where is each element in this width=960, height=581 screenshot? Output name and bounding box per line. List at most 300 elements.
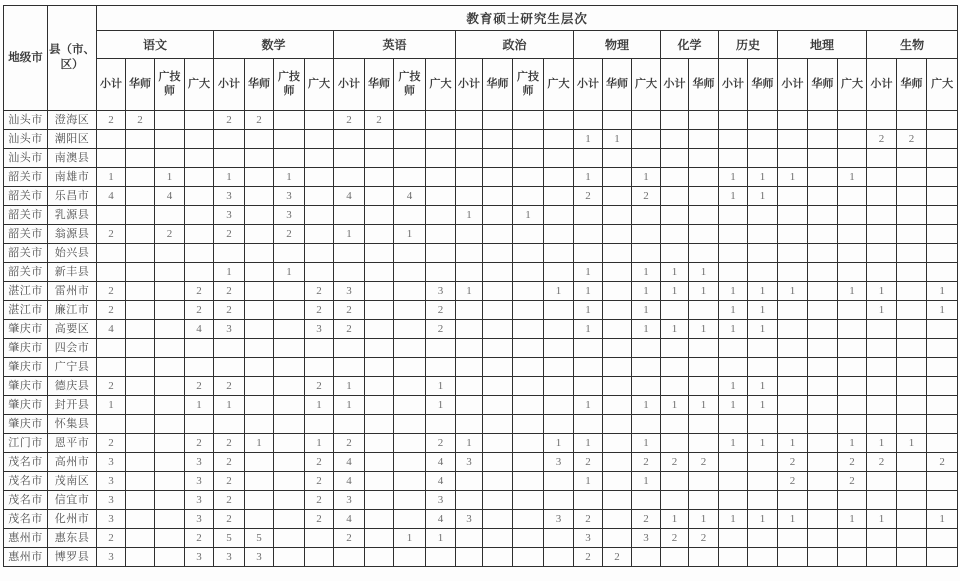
value-cell (897, 263, 927, 282)
value-cell (365, 396, 394, 415)
county-cell: 惠东县 (48, 529, 97, 548)
value-cell (185, 415, 214, 434)
city-cell: 惠州市 (4, 548, 48, 567)
value-cell (927, 434, 958, 453)
value-cell: 2 (214, 510, 245, 529)
value-cell (245, 453, 274, 472)
value-cell (214, 149, 245, 168)
value-cell (867, 491, 897, 510)
value-cell (927, 111, 958, 130)
value-cell (927, 168, 958, 187)
value-cell (632, 415, 661, 434)
value-cell (513, 548, 544, 567)
city-cell: 江门市 (4, 434, 48, 453)
value-cell (483, 111, 513, 130)
value-cell: 1 (689, 263, 719, 282)
value-cell: 1 (274, 263, 305, 282)
value-cell (719, 339, 748, 358)
value-cell (603, 491, 632, 510)
value-cell (426, 415, 456, 434)
value-cell: 1 (574, 396, 603, 415)
value-cell (305, 187, 334, 206)
value-cell (661, 358, 689, 377)
value-cell: 3 (214, 187, 245, 206)
value-cell (748, 491, 778, 510)
city-cell: 汕头市 (4, 149, 48, 168)
value-cell: 2 (305, 472, 334, 491)
value-cell (513, 339, 544, 358)
city-cell: 肇庆市 (4, 320, 48, 339)
value-cell (897, 415, 927, 434)
value-cell (483, 149, 513, 168)
subcol-header-history-1: 华师 (748, 59, 778, 111)
value-cell (456, 263, 483, 282)
value-cell (274, 415, 305, 434)
table-row (4, 263, 958, 282)
value-cell (897, 491, 927, 510)
value-cell (778, 339, 808, 358)
value-cell (483, 301, 513, 320)
value-cell (544, 301, 574, 320)
value-cell (927, 377, 958, 396)
value-cell: 4 (426, 472, 456, 491)
value-cell (126, 263, 155, 282)
value-cell (155, 263, 185, 282)
county-cell: 化州市 (48, 510, 97, 529)
value-cell (544, 320, 574, 339)
value-cell (689, 149, 719, 168)
value-cell: 2 (426, 434, 456, 453)
value-cell (483, 453, 513, 472)
subcol-header-history-0: 小计 (719, 59, 748, 111)
value-cell (719, 244, 748, 263)
value-cell (394, 510, 426, 529)
value-cell (126, 339, 155, 358)
value-cell (456, 320, 483, 339)
value-cell (897, 225, 927, 244)
value-cell: 1 (185, 396, 214, 415)
subject-header-geography: 地理 (778, 31, 867, 59)
subcol-header-politics-3: 广大 (544, 59, 574, 111)
value-cell (426, 358, 456, 377)
value-cell (867, 206, 897, 225)
table-row (4, 301, 958, 320)
value-cell (185, 168, 214, 187)
value-cell: 1 (719, 168, 748, 187)
value-cell (245, 301, 274, 320)
value-cell (483, 358, 513, 377)
value-cell (185, 225, 214, 244)
table-row (4, 149, 958, 168)
value-cell (305, 415, 334, 434)
value-cell: 2 (867, 130, 897, 149)
value-cell: 2 (214, 434, 245, 453)
value-cell (689, 377, 719, 396)
value-cell (632, 491, 661, 510)
value-cell: 3 (214, 206, 245, 225)
value-cell (603, 434, 632, 453)
subcol-header-biology-1: 华师 (897, 59, 927, 111)
value-cell (97, 130, 126, 149)
value-cell: 2 (574, 548, 603, 567)
value-cell (927, 339, 958, 358)
value-cell: 1 (661, 282, 689, 301)
value-cell (574, 415, 603, 434)
value-cell (778, 149, 808, 168)
value-cell (927, 320, 958, 339)
value-cell: 1 (574, 168, 603, 187)
value-cell: 2 (185, 377, 214, 396)
value-cell (808, 111, 838, 130)
value-cell (426, 206, 456, 225)
value-cell (778, 225, 808, 244)
value-cell (334, 263, 365, 282)
value-cell (513, 415, 544, 434)
value-cell: 2 (214, 453, 245, 472)
value-cell (126, 548, 155, 567)
city-cell: 肇庆市 (4, 396, 48, 415)
value-cell: 2 (574, 510, 603, 529)
value-cell (719, 263, 748, 282)
value-cell (456, 529, 483, 548)
value-cell (126, 225, 155, 244)
value-cell: 2 (97, 225, 126, 244)
value-cell (544, 529, 574, 548)
value-cell (689, 187, 719, 206)
value-cell (661, 434, 689, 453)
value-cell (897, 320, 927, 339)
value-cell (456, 396, 483, 415)
value-cell: 3 (334, 491, 365, 510)
value-cell (483, 377, 513, 396)
value-cell (808, 396, 838, 415)
value-cell: 2 (927, 453, 958, 472)
value-cell: 2 (334, 301, 365, 320)
value-cell (394, 491, 426, 510)
value-cell (155, 244, 185, 263)
value-cell (689, 548, 719, 567)
subcol-header-english-0: 小计 (334, 59, 365, 111)
value-cell (867, 244, 897, 263)
value-cell (778, 529, 808, 548)
value-cell (394, 358, 426, 377)
value-cell (603, 377, 632, 396)
county-cell: 廉江市 (48, 301, 97, 320)
value-cell (574, 225, 603, 244)
value-cell (808, 168, 838, 187)
value-cell: 2 (305, 282, 334, 301)
value-cell: 1 (867, 282, 897, 301)
value-cell (155, 472, 185, 491)
subcol-header-biology-2: 广大 (927, 59, 958, 111)
table-header (4, 6, 958, 111)
value-cell (214, 244, 245, 263)
value-cell (365, 149, 394, 168)
value-cell (867, 529, 897, 548)
value-cell (838, 548, 867, 567)
value-cell (867, 396, 897, 415)
value-cell (719, 548, 748, 567)
value-cell (719, 206, 748, 225)
value-cell (365, 282, 394, 301)
value-cell (394, 453, 426, 472)
value-cell (748, 472, 778, 491)
value-cell (897, 149, 927, 168)
value-cell (394, 282, 426, 301)
value-cell (483, 529, 513, 548)
subject-header-chemistry: 化学 (661, 31, 719, 59)
value-cell (603, 339, 632, 358)
value-cell (274, 130, 305, 149)
value-cell: 2 (185, 301, 214, 320)
subject-header-row (4, 31, 958, 59)
value-cell (603, 168, 632, 187)
subcol-header-physics-1: 华师 (603, 59, 632, 111)
value-cell (483, 282, 513, 301)
county-cell: 南澳县 (48, 149, 97, 168)
value-cell: 1 (927, 510, 958, 529)
value-cell: 2 (426, 301, 456, 320)
value-cell (867, 111, 897, 130)
value-cell (214, 358, 245, 377)
value-cell (778, 548, 808, 567)
value-cell (185, 111, 214, 130)
value-cell (365, 320, 394, 339)
value-cell (155, 130, 185, 149)
value-cell: 1 (632, 320, 661, 339)
city-cell: 肇庆市 (4, 415, 48, 434)
value-cell (603, 453, 632, 472)
city-cell: 韶关市 (4, 187, 48, 206)
value-cell: 3 (544, 453, 574, 472)
value-cell (778, 320, 808, 339)
value-cell: 5 (245, 529, 274, 548)
county-cell: 博罗县 (48, 548, 97, 567)
value-cell (483, 225, 513, 244)
value-cell (155, 491, 185, 510)
city-cell: 汕头市 (4, 111, 48, 130)
value-cell (661, 130, 689, 149)
value-cell (689, 472, 719, 491)
value-cell (719, 415, 748, 434)
value-cell: 1 (748, 377, 778, 396)
value-cell (513, 263, 544, 282)
value-cell (661, 339, 689, 358)
value-cell: 1 (748, 282, 778, 301)
value-cell (394, 168, 426, 187)
value-cell (838, 206, 867, 225)
subcol-header-math-1: 华师 (245, 59, 274, 111)
value-cell (305, 168, 334, 187)
value-cell (365, 130, 394, 149)
value-cell (185, 263, 214, 282)
value-cell (483, 491, 513, 510)
value-cell: 2 (574, 453, 603, 472)
value-cell (778, 244, 808, 263)
value-cell (274, 472, 305, 491)
value-cell: 2 (334, 529, 365, 548)
value-cell (838, 339, 867, 358)
table-row (4, 415, 958, 434)
value-cell (689, 244, 719, 263)
value-cell (456, 472, 483, 491)
value-cell (897, 529, 927, 548)
value-cell (126, 206, 155, 225)
value-cell: 4 (185, 320, 214, 339)
table-row (4, 434, 958, 453)
value-cell (513, 358, 544, 377)
value-cell (808, 548, 838, 567)
value-cell (632, 130, 661, 149)
table-row (4, 111, 958, 130)
value-cell (603, 301, 632, 320)
value-cell (632, 244, 661, 263)
value-cell: 2 (661, 529, 689, 548)
value-cell (778, 396, 808, 415)
value-cell (544, 111, 574, 130)
value-cell: 3 (185, 491, 214, 510)
value-cell (426, 149, 456, 168)
subcol-header-geography-1: 华师 (808, 59, 838, 111)
value-cell: 2 (689, 529, 719, 548)
subcol-header-politics-0: 小计 (456, 59, 483, 111)
value-cell (867, 415, 897, 434)
subcol-header-biology-0: 小计 (867, 59, 897, 111)
value-cell (155, 149, 185, 168)
value-cell (394, 263, 426, 282)
value-cell (603, 358, 632, 377)
value-cell: 2 (245, 111, 274, 130)
value-cell: 1 (574, 263, 603, 282)
value-cell (394, 301, 426, 320)
city-cell: 惠州市 (4, 529, 48, 548)
value-cell (155, 548, 185, 567)
value-cell: 3 (97, 491, 126, 510)
value-cell (483, 168, 513, 187)
value-cell (334, 130, 365, 149)
value-cell: 1 (661, 320, 689, 339)
subcol-header-chinese-1: 华师 (126, 59, 155, 111)
value-cell (719, 225, 748, 244)
value-cell (214, 130, 245, 149)
value-cell (483, 434, 513, 453)
value-cell: 1 (719, 396, 748, 415)
value-cell (245, 472, 274, 491)
value-cell: 2 (305, 453, 334, 472)
value-cell: 1 (897, 434, 927, 453)
city-cell: 肇庆市 (4, 377, 48, 396)
value-cell (426, 111, 456, 130)
city-cell: 韶关市 (4, 225, 48, 244)
value-cell: 1 (603, 130, 632, 149)
value-cell: 1 (838, 168, 867, 187)
value-cell (365, 358, 394, 377)
value-cell (365, 472, 394, 491)
value-cell: 1 (748, 510, 778, 529)
value-cell: 1 (632, 301, 661, 320)
value-cell (838, 529, 867, 548)
value-cell (897, 358, 927, 377)
value-cell (245, 225, 274, 244)
value-cell (365, 529, 394, 548)
value-cell: 2 (426, 320, 456, 339)
subject-header-history: 历史 (719, 31, 778, 59)
value-cell (808, 358, 838, 377)
value-cell (808, 130, 838, 149)
subject-header-chinese: 语文 (97, 31, 214, 59)
value-cell (456, 187, 483, 206)
value-cell: 1 (748, 320, 778, 339)
value-cell (334, 415, 365, 434)
value-cell (603, 415, 632, 434)
value-cell: 1 (574, 130, 603, 149)
value-cell (544, 396, 574, 415)
value-cell (456, 111, 483, 130)
value-cell (365, 548, 394, 567)
value-cell (513, 396, 544, 415)
value-cell (661, 225, 689, 244)
value-cell (456, 339, 483, 358)
table-row (4, 168, 958, 187)
county-cell: 茂南区 (48, 472, 97, 491)
value-cell (867, 339, 897, 358)
value-cell: 1 (305, 434, 334, 453)
value-cell (748, 339, 778, 358)
value-cell (305, 130, 334, 149)
value-cell (456, 358, 483, 377)
value-cell (365, 187, 394, 206)
value-cell (838, 149, 867, 168)
value-cell (689, 301, 719, 320)
value-cell: 2 (305, 377, 334, 396)
value-cell (808, 187, 838, 206)
city-cell: 茂名市 (4, 491, 48, 510)
value-cell: 1 (274, 168, 305, 187)
value-cell: 4 (426, 453, 456, 472)
city-cell: 湛江市 (4, 282, 48, 301)
value-cell (808, 377, 838, 396)
value-cell: 4 (334, 472, 365, 491)
county-cell: 德庆县 (48, 377, 97, 396)
value-cell (155, 282, 185, 301)
value-cell (394, 415, 426, 434)
value-cell (155, 510, 185, 529)
value-cell: 2 (603, 548, 632, 567)
value-cell: 1 (214, 263, 245, 282)
value-cell (719, 529, 748, 548)
value-cell (897, 111, 927, 130)
value-cell: 1 (214, 396, 245, 415)
value-cell (927, 206, 958, 225)
value-cell (426, 187, 456, 206)
value-cell: 3 (185, 453, 214, 472)
value-cell: 1 (719, 377, 748, 396)
value-cell (778, 263, 808, 282)
value-cell (867, 225, 897, 244)
value-cell (927, 358, 958, 377)
value-cell (305, 339, 334, 358)
value-cell (185, 244, 214, 263)
value-cell (808, 453, 838, 472)
value-cell (748, 415, 778, 434)
value-cell (155, 301, 185, 320)
value-cell (867, 472, 897, 491)
value-cell (245, 415, 274, 434)
value-cell (778, 377, 808, 396)
value-cell (897, 187, 927, 206)
value-cell (274, 377, 305, 396)
value-cell (927, 263, 958, 282)
